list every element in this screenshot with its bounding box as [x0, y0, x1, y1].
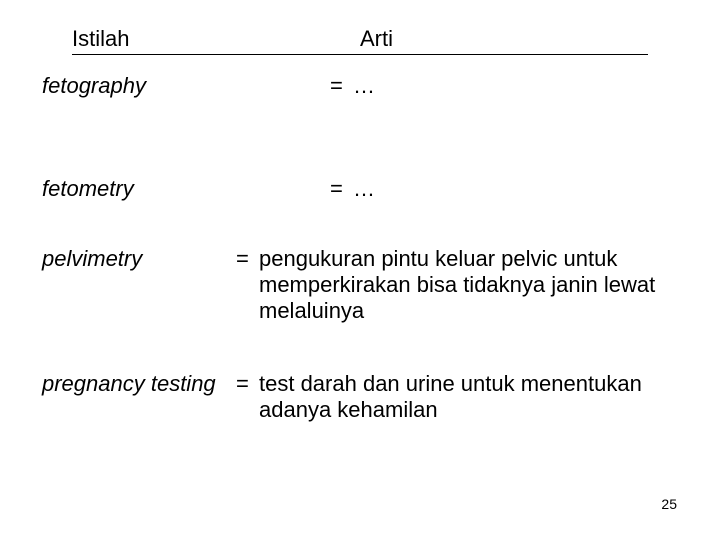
header-term: Istilah	[72, 26, 130, 51]
term-pregnancy-testing: pregnancy testing	[42, 371, 216, 396]
equals-sign: =	[236, 246, 249, 271]
table-header	[72, 26, 648, 55]
meaning-fetography	[330, 73, 690, 99]
meaning-pregnancy-testing	[236, 371, 676, 423]
meaning-text: …	[353, 176, 375, 201]
term-pelvimetry: pelvimetry	[42, 246, 143, 271]
term-fetometry: fetometry	[42, 176, 134, 201]
equals-sign: =	[236, 371, 249, 396]
meaning-text: pengukuran pintu keluar pelvic untuk memperkirakan bisa tidaknya janin lewat melaluinya	[259, 246, 656, 323]
equals-sign: =	[330, 73, 343, 98]
meaning-pelvimetry	[236, 246, 676, 324]
term-fetography: fetography	[42, 73, 146, 98]
meaning-text: test darah dan urine untuk menentukan adanya kehamilan	[259, 371, 642, 422]
equals-sign: =	[330, 176, 343, 201]
meaning-fetometry	[330, 176, 690, 202]
page-number: 25	[661, 496, 677, 512]
header-meaning: Arti	[360, 26, 393, 51]
meaning-text: …	[353, 73, 375, 98]
